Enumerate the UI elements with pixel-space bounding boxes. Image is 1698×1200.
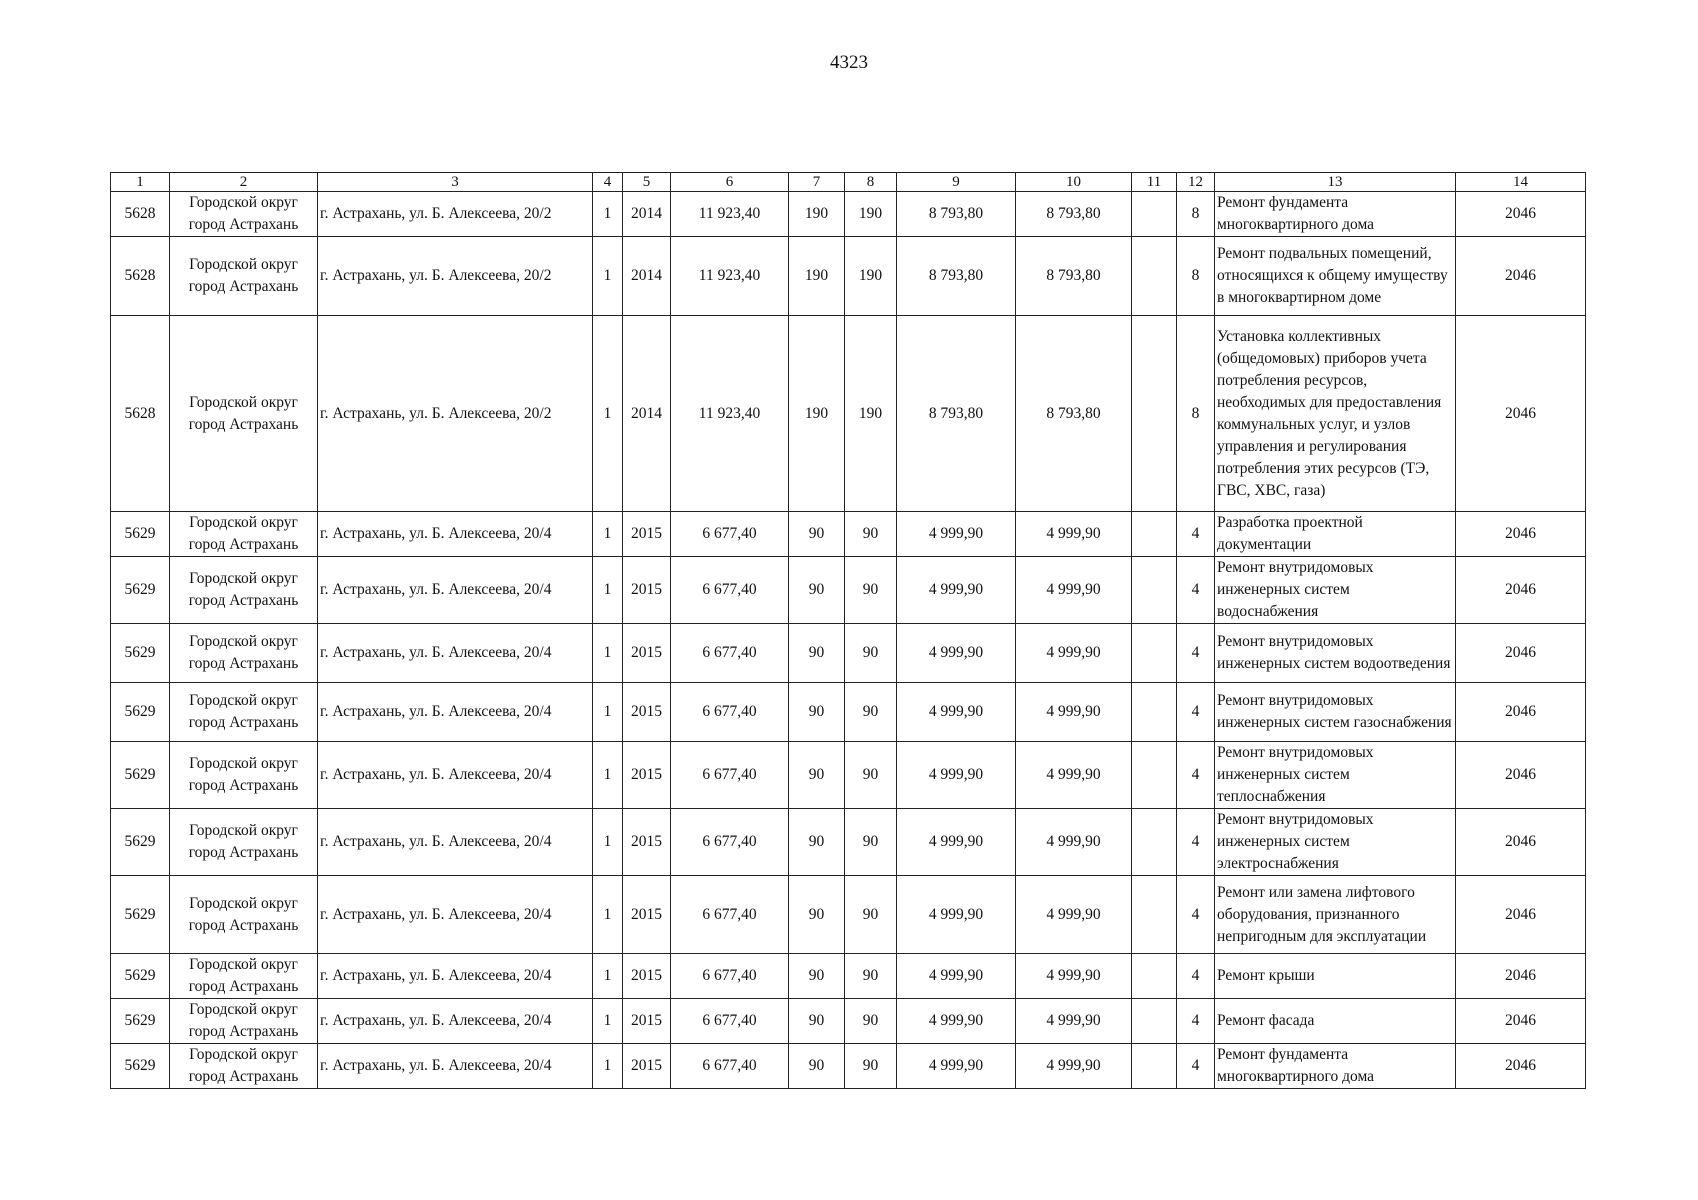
column-header-13: 13 xyxy=(1215,173,1456,192)
cell-plan-year: 2046 xyxy=(1456,237,1586,316)
cell-col4: 1 xyxy=(593,237,623,316)
cell-municipality: Городской округ город Астрахань xyxy=(170,876,318,954)
cell-col12: 4 xyxy=(1177,809,1215,876)
cell-address: г. Астрахань, ул. Б. Алексеева, 20/4 xyxy=(318,742,593,809)
cell-col8: 90 xyxy=(845,512,897,557)
cell-work-type: Ремонт внутридомовых инженерных систем теплоснабжения xyxy=(1215,742,1456,809)
cell-col9: 8 793,80 xyxy=(897,192,1016,237)
cell-id: 5629 xyxy=(111,999,170,1044)
column-header-1: 1 xyxy=(111,173,170,192)
cell-col12: 4 xyxy=(1177,999,1215,1044)
cell-col9: 4 999,90 xyxy=(897,683,1016,742)
cell-work-type: Ремонт крыши xyxy=(1215,954,1456,999)
cell-plan-year: 2046 xyxy=(1456,954,1586,999)
cell-col12: 8 xyxy=(1177,192,1215,237)
cell-col10: 4 999,90 xyxy=(1016,742,1132,809)
cell-col7: 90 xyxy=(789,999,845,1044)
cell-plan-year: 2046 xyxy=(1456,512,1586,557)
cell-municipality: Городской округ город Астрахань xyxy=(170,512,318,557)
cell-col4: 1 xyxy=(593,954,623,999)
cell-col7: 90 xyxy=(789,1044,845,1089)
table-row xyxy=(111,316,1586,512)
cell-col9: 4 999,90 xyxy=(897,624,1016,683)
cell-col11 xyxy=(1132,237,1177,316)
cell-year: 2015 xyxy=(623,999,671,1044)
cell-id: 5628 xyxy=(111,316,170,512)
cell-col4: 1 xyxy=(593,1044,623,1089)
cell-plan-year: 2046 xyxy=(1456,809,1586,876)
page-number: 4323 xyxy=(830,52,868,73)
cell-plan-year: 2046 xyxy=(1456,624,1586,683)
cell-col11 xyxy=(1132,624,1177,683)
cell-col11 xyxy=(1132,512,1177,557)
cell-id: 5629 xyxy=(111,742,170,809)
table-row xyxy=(111,624,1586,683)
cell-year: 2015 xyxy=(623,954,671,999)
cell-col11 xyxy=(1132,683,1177,742)
cell-work-type: Ремонт подвальных помещений, относящихся к общему имуществу в многоквартирном доме xyxy=(1215,237,1456,316)
cell-area: 6 677,40 xyxy=(671,624,789,683)
cell-year: 2015 xyxy=(623,809,671,876)
cell-col10: 4 999,90 xyxy=(1016,1044,1132,1089)
cell-col11 xyxy=(1132,1044,1177,1089)
cell-col4: 1 xyxy=(593,999,623,1044)
cell-col7: 190 xyxy=(789,192,845,237)
cell-col4: 1 xyxy=(593,192,623,237)
cell-id: 5629 xyxy=(111,683,170,742)
cell-municipality: Городской округ город Астрахань xyxy=(170,683,318,742)
cell-work-type: Разработка проектной документации xyxy=(1215,512,1456,557)
cell-col9: 4 999,90 xyxy=(897,876,1016,954)
cell-year: 2015 xyxy=(623,1044,671,1089)
table-row xyxy=(111,557,1586,624)
cell-col9: 4 999,90 xyxy=(897,557,1016,624)
cell-work-type: Ремонт внутридомовых инженерных систем водоснабжения xyxy=(1215,557,1456,624)
table-header xyxy=(111,173,1586,192)
cell-col9: 4 999,90 xyxy=(897,809,1016,876)
cell-plan-year: 2046 xyxy=(1456,316,1586,512)
cell-address: г. Астрахань, ул. Б. Алексеева, 20/4 xyxy=(318,999,593,1044)
cell-col4: 1 xyxy=(593,683,623,742)
cell-area: 6 677,40 xyxy=(671,954,789,999)
cell-col7: 90 xyxy=(789,683,845,742)
cell-col9: 4 999,90 xyxy=(897,954,1016,999)
column-header-11: 11 xyxy=(1132,173,1177,192)
cell-id: 5629 xyxy=(111,954,170,999)
cell-col10: 4 999,90 xyxy=(1016,557,1132,624)
cell-col7: 90 xyxy=(789,557,845,624)
cell-address: г. Астрахань, ул. Б. Алексеева, 20/2 xyxy=(318,316,593,512)
cell-col8: 90 xyxy=(845,809,897,876)
cell-id: 5628 xyxy=(111,237,170,316)
cell-work-type: Ремонт или замена лифтового оборудования, признанного непригодным для эксплуатации xyxy=(1215,876,1456,954)
cell-col11 xyxy=(1132,742,1177,809)
cell-col8: 90 xyxy=(845,1044,897,1089)
cell-year: 2015 xyxy=(623,512,671,557)
table-row xyxy=(111,954,1586,999)
cell-col10: 8 793,80 xyxy=(1016,192,1132,237)
cell-col9: 4 999,90 xyxy=(897,512,1016,557)
cell-municipality: Городской округ город Астрахань xyxy=(170,954,318,999)
cell-col4: 1 xyxy=(593,624,623,683)
cell-id: 5628 xyxy=(111,192,170,237)
cell-col8: 90 xyxy=(845,954,897,999)
cell-address: г. Астрахань, ул. Б. Алексеева, 20/4 xyxy=(318,512,593,557)
cell-col10: 4 999,90 xyxy=(1016,999,1132,1044)
cell-col4: 1 xyxy=(593,316,623,512)
cell-id: 5629 xyxy=(111,624,170,683)
column-header-2: 2 xyxy=(170,173,318,192)
cell-municipality: Городской округ город Астрахань xyxy=(170,809,318,876)
cell-col12: 4 xyxy=(1177,512,1215,557)
header-row xyxy=(111,173,1586,192)
cell-municipality: Городской округ город Астрахань xyxy=(170,624,318,683)
cell-year: 2015 xyxy=(623,624,671,683)
cell-col8: 190 xyxy=(845,316,897,512)
table-row xyxy=(111,742,1586,809)
table-row xyxy=(111,809,1586,876)
cell-col10: 8 793,80 xyxy=(1016,316,1132,512)
cell-address: г. Астрахань, ул. Б. Алексеева, 20/4 xyxy=(318,809,593,876)
cell-area: 6 677,40 xyxy=(671,557,789,624)
table-body xyxy=(111,192,1586,1089)
table-row xyxy=(111,512,1586,557)
cell-work-type: Установка коллективных (общедомовых) приборов учета потребления ресурсов, необходимых для предоставления коммунальных услуг, и узлов управления и регулирования потребления этих ресурсов (ТЭ, ГВС, ХВС, газа) xyxy=(1215,316,1456,512)
cell-plan-year: 2046 xyxy=(1456,742,1586,809)
cell-area: 11 923,40 xyxy=(671,316,789,512)
cell-col9: 4 999,90 xyxy=(897,742,1016,809)
cell-col12: 4 xyxy=(1177,954,1215,999)
table-row xyxy=(111,683,1586,742)
cell-work-type: Ремонт фундамента многоквартирного дома xyxy=(1215,192,1456,237)
table-row xyxy=(111,1044,1586,1089)
cell-address: г. Астрахань, ул. Б. Алексеева, 20/4 xyxy=(318,557,593,624)
cell-col12: 4 xyxy=(1177,683,1215,742)
cell-col7: 90 xyxy=(789,876,845,954)
cell-plan-year: 2046 xyxy=(1456,192,1586,237)
cell-col7: 90 xyxy=(789,742,845,809)
cell-year: 2014 xyxy=(623,192,671,237)
cell-col11 xyxy=(1132,316,1177,512)
cell-year: 2015 xyxy=(623,876,671,954)
cell-col7: 90 xyxy=(789,954,845,999)
cell-area: 11 923,40 xyxy=(671,237,789,316)
column-header-14: 14 xyxy=(1456,173,1586,192)
cell-area: 6 677,40 xyxy=(671,876,789,954)
cell-col11 xyxy=(1132,192,1177,237)
cell-area: 6 677,40 xyxy=(671,512,789,557)
cell-id: 5629 xyxy=(111,809,170,876)
cell-col7: 190 xyxy=(789,237,845,316)
cell-id: 5629 xyxy=(111,876,170,954)
cell-col4: 1 xyxy=(593,809,623,876)
cell-col11 xyxy=(1132,809,1177,876)
cell-address: г. Астрахань, ул. Б. Алексеева, 20/4 xyxy=(318,624,593,683)
cell-col8: 90 xyxy=(845,683,897,742)
cell-address: г. Астрахань, ул. Б. Алексеева, 20/2 xyxy=(318,237,593,316)
cell-municipality: Городской округ город Астрахань xyxy=(170,557,318,624)
cell-municipality: Городской округ город Астрахань xyxy=(170,999,318,1044)
cell-area: 6 677,40 xyxy=(671,999,789,1044)
cell-area: 6 677,40 xyxy=(671,683,789,742)
table-row xyxy=(111,192,1586,237)
column-header-4: 4 xyxy=(593,173,623,192)
cell-plan-year: 2046 xyxy=(1456,876,1586,954)
cell-col7: 90 xyxy=(789,809,845,876)
cell-work-type: Ремонт фасада xyxy=(1215,999,1456,1044)
column-header-8: 8 xyxy=(845,173,897,192)
cell-address: г. Астрахань, ул. Б. Алексеева, 20/2 xyxy=(318,192,593,237)
cell-area: 6 677,40 xyxy=(671,809,789,876)
cell-col7: 190 xyxy=(789,316,845,512)
cell-col10: 4 999,90 xyxy=(1016,876,1132,954)
cell-col10: 4 999,90 xyxy=(1016,954,1132,999)
cell-address: г. Астрахань, ул. Б. Алексеева, 20/4 xyxy=(318,1044,593,1089)
cell-col10: 4 999,90 xyxy=(1016,809,1132,876)
cell-col8: 90 xyxy=(845,999,897,1044)
column-header-9: 9 xyxy=(897,173,1016,192)
cell-col11 xyxy=(1132,557,1177,624)
column-header-6: 6 xyxy=(671,173,789,192)
cell-col12: 4 xyxy=(1177,876,1215,954)
cell-municipality: Городской округ город Астрахань xyxy=(170,316,318,512)
cell-area: 6 677,40 xyxy=(671,1044,789,1089)
cell-col7: 90 xyxy=(789,624,845,683)
table-row xyxy=(111,237,1586,316)
cell-col9: 8 793,80 xyxy=(897,316,1016,512)
cell-id: 5629 xyxy=(111,512,170,557)
cell-year: 2014 xyxy=(623,316,671,512)
cell-col12: 8 xyxy=(1177,237,1215,316)
cell-col10: 4 999,90 xyxy=(1016,624,1132,683)
cell-year: 2015 xyxy=(623,557,671,624)
cell-col12: 4 xyxy=(1177,742,1215,809)
cell-plan-year: 2046 xyxy=(1456,999,1586,1044)
cell-col8: 90 xyxy=(845,624,897,683)
cell-col4: 1 xyxy=(593,742,623,809)
cell-id: 5629 xyxy=(111,557,170,624)
cell-col4: 1 xyxy=(593,512,623,557)
cell-col4: 1 xyxy=(593,876,623,954)
cell-plan-year: 2046 xyxy=(1456,557,1586,624)
column-header-3: 3 xyxy=(318,173,593,192)
cell-plan-year: 2046 xyxy=(1456,1044,1586,1089)
cell-municipality: Городской округ город Астрахань xyxy=(170,237,318,316)
cell-work-type: Ремонт внутридомовых инженерных систем газоснабжения xyxy=(1215,683,1456,742)
cell-year: 2015 xyxy=(623,742,671,809)
cell-col4: 1 xyxy=(593,557,623,624)
cell-address: г. Астрахань, ул. Б. Алексеева, 20/4 xyxy=(318,683,593,742)
cell-work-type: Ремонт фундамента многоквартирного дома xyxy=(1215,1044,1456,1089)
column-header-12: 12 xyxy=(1177,173,1215,192)
cell-col8: 90 xyxy=(845,742,897,809)
cell-col8: 190 xyxy=(845,192,897,237)
cell-col12: 4 xyxy=(1177,557,1215,624)
cell-id: 5629 xyxy=(111,1044,170,1089)
cell-address: г. Астрахань, ул. Б. Алексеева, 20/4 xyxy=(318,954,593,999)
cell-address: г. Астрахань, ул. Б. Алексеева, 20/4 xyxy=(318,876,593,954)
cell-municipality: Городской округ город Астрахань xyxy=(170,192,318,237)
cell-plan-year: 2046 xyxy=(1456,683,1586,742)
cell-area: 11 923,40 xyxy=(671,192,789,237)
table-row xyxy=(111,876,1586,954)
cell-work-type: Ремонт внутридомовых инженерных систем водоотведения xyxy=(1215,624,1456,683)
cell-municipality: Городской округ город Астрахань xyxy=(170,1044,318,1089)
cell-municipality: Городской округ город Астрахань xyxy=(170,742,318,809)
cell-col10: 4 999,90 xyxy=(1016,512,1132,557)
cell-col7: 90 xyxy=(789,512,845,557)
column-header-10: 10 xyxy=(1016,173,1132,192)
cell-col9: 4 999,90 xyxy=(897,1044,1016,1089)
cell-col12: 4 xyxy=(1177,624,1215,683)
cell-col12: 8 xyxy=(1177,316,1215,512)
cell-work-type: Ремонт внутридомовых инженерных систем электроснабжения xyxy=(1215,809,1456,876)
cell-col11 xyxy=(1132,876,1177,954)
cell-year: 2015 xyxy=(623,683,671,742)
column-header-5: 5 xyxy=(623,173,671,192)
cell-col8: 190 xyxy=(845,237,897,316)
cell-col12: 4 xyxy=(1177,1044,1215,1089)
cell-col10: 8 793,80 xyxy=(1016,237,1132,316)
cell-col10: 4 999,90 xyxy=(1016,683,1132,742)
cell-col8: 90 xyxy=(845,876,897,954)
cell-col8: 90 xyxy=(845,557,897,624)
cell-col11 xyxy=(1132,999,1177,1044)
cell-area: 6 677,40 xyxy=(671,742,789,809)
cell-col11 xyxy=(1132,954,1177,999)
table-row xyxy=(111,999,1586,1044)
column-header-7: 7 xyxy=(789,173,845,192)
repair-program-table xyxy=(110,172,1586,1089)
cell-col9: 8 793,80 xyxy=(897,237,1016,316)
cell-year: 2014 xyxy=(623,237,671,316)
cell-col9: 4 999,90 xyxy=(897,999,1016,1044)
